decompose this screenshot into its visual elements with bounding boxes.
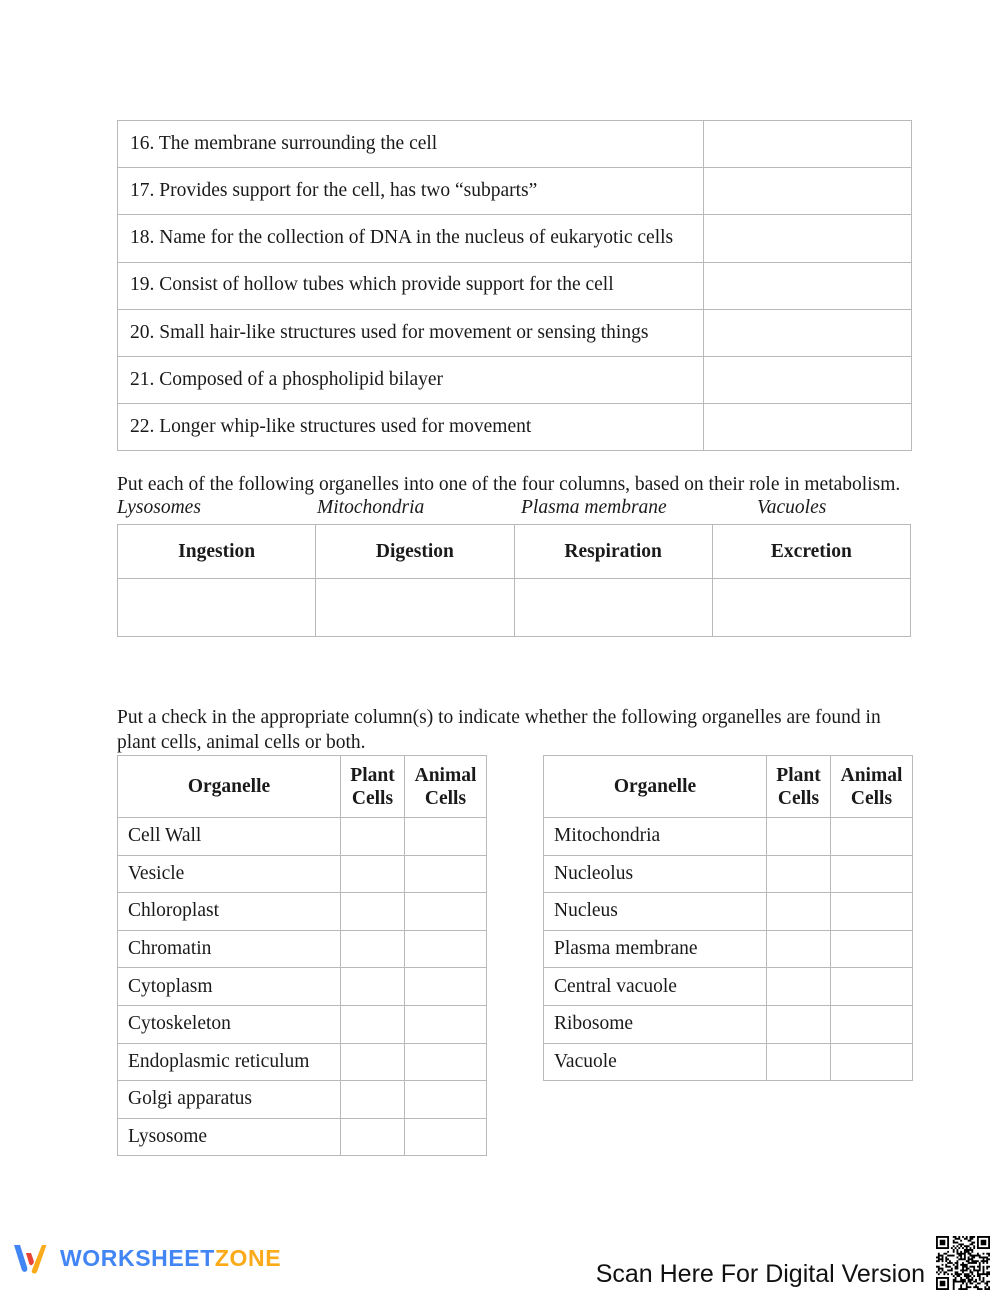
word-bank-item-0: Lysosomes bbox=[117, 497, 201, 518]
header-plant-cells-left bbox=[341, 756, 405, 818]
organelle-name-cell: Cytoplasm bbox=[118, 968, 341, 1006]
definition-prompt: 20. Small hair-like structures used for movement or sensing things bbox=[118, 309, 704, 356]
organelle-name-cell: Plasma membrane bbox=[544, 930, 767, 968]
plant-cells-checkbox-cell[interactable] bbox=[767, 855, 831, 893]
plant-cells-checkbox-cell[interactable] bbox=[341, 893, 405, 931]
definition-answer-cell[interactable] bbox=[704, 121, 912, 168]
plant-cells-checkbox-cell[interactable] bbox=[341, 1118, 405, 1156]
definitions-table bbox=[117, 120, 912, 451]
organelle-name-cell: Ribosome bbox=[544, 1005, 767, 1043]
plant-animal-table-right bbox=[543, 755, 913, 1081]
table-row bbox=[118, 168, 912, 215]
animal-cells-checkbox-cell[interactable] bbox=[405, 968, 487, 1006]
animal-cells-checkbox-cell[interactable] bbox=[831, 893, 913, 931]
definition-answer-cell[interactable] bbox=[704, 404, 912, 451]
organelle-name-cell: Nucleus bbox=[544, 893, 767, 931]
plant-cells-checkbox-cell[interactable] bbox=[767, 1005, 831, 1043]
table-row bbox=[544, 818, 913, 856]
definitions-table-body bbox=[118, 121, 912, 451]
table-row bbox=[118, 1043, 487, 1081]
table-row bbox=[118, 309, 912, 356]
organelle-name-cell: Nucleolus bbox=[544, 855, 767, 893]
plant-cells-checkbox-cell[interactable] bbox=[767, 1043, 831, 1081]
plant-cells-checkbox-cell[interactable] bbox=[767, 930, 831, 968]
metabolism-header-respiration: Respiration bbox=[514, 525, 712, 579]
animal-cells-checkbox-cell[interactable] bbox=[405, 1043, 487, 1081]
plant-cells-checkbox-cell[interactable] bbox=[767, 968, 831, 1006]
metabolism-answer-row bbox=[118, 579, 911, 637]
metabolism-answer-cell-excretion[interactable] bbox=[712, 579, 910, 637]
metabolism-word-bank bbox=[117, 497, 917, 521]
plant-cells-checkbox-cell[interactable] bbox=[341, 855, 405, 893]
header-animal-line1: Animal bbox=[840, 764, 903, 786]
metabolism-instruction: Put each of the following organelles into one of the four columns, based on their role in metabolism. bbox=[117, 474, 901, 495]
header-organelle-left: Organelle bbox=[118, 756, 341, 818]
header-organelle-right: Organelle bbox=[544, 756, 767, 818]
plant-cells-checkbox-cell[interactable] bbox=[767, 893, 831, 931]
organelle-name-cell: Central vacuole bbox=[544, 968, 767, 1006]
table-row bbox=[118, 893, 487, 931]
table-row bbox=[118, 262, 912, 309]
table-row bbox=[118, 968, 487, 1006]
organelle-name-cell: Endoplasmic reticulum bbox=[118, 1043, 341, 1081]
metabolism-table-head bbox=[118, 525, 911, 579]
definition-prompt: 17. Provides support for the cell, has two “subparts” bbox=[118, 168, 704, 215]
table-row bbox=[544, 1043, 913, 1081]
plant-cells-checkbox-cell[interactable] bbox=[341, 930, 405, 968]
header-plant-line1: Plant bbox=[350, 764, 395, 786]
animal-cells-checkbox-cell[interactable] bbox=[831, 1043, 913, 1081]
animal-cells-checkbox-cell[interactable] bbox=[405, 1005, 487, 1043]
header-animal-cells-left bbox=[405, 756, 487, 818]
word-bank-item-2: Plasma membrane bbox=[521, 497, 667, 518]
definition-answer-cell[interactable] bbox=[704, 356, 912, 403]
organelle-name-cell: Lysosome bbox=[118, 1118, 341, 1156]
metabolism-table-body bbox=[118, 579, 911, 637]
brand-wordmark bbox=[60, 1245, 281, 1272]
header-animal-line2: Cells bbox=[424, 787, 467, 809]
definition-prompt: 18. Name for the collection of DNA in the nucleus of eukaryotic cells bbox=[118, 215, 704, 262]
definition-prompt: 22. Longer whip-like structures used for movement bbox=[118, 404, 704, 451]
metabolism-answer-cell-ingestion[interactable] bbox=[118, 579, 316, 637]
header-plant-line1: Plant bbox=[776, 764, 821, 786]
animal-cells-checkbox-cell[interactable] bbox=[405, 818, 487, 856]
animal-cells-checkbox-cell[interactable] bbox=[405, 1118, 487, 1156]
definition-prompt: 16. The membrane surrounding the cell bbox=[118, 121, 704, 168]
word-bank-item-1: Mitochondria bbox=[317, 497, 425, 518]
worksheet-zone-mark-icon bbox=[12, 1242, 50, 1274]
metabolism-header-excretion: Excretion bbox=[712, 525, 910, 579]
qr-code-icon bbox=[936, 1236, 990, 1290]
definition-answer-cell[interactable] bbox=[704, 215, 912, 262]
word-bank-item-3: Vacuoles bbox=[757, 497, 827, 518]
plant-animal-left-head bbox=[118, 756, 487, 818]
definition-answer-cell[interactable] bbox=[704, 309, 912, 356]
animal-cells-checkbox-cell[interactable] bbox=[405, 893, 487, 931]
plant-animal-right-header-row bbox=[544, 756, 913, 818]
organelle-name-cell: Chloroplast bbox=[118, 893, 341, 931]
plant-animal-instruction: Put a check in the appropriate column(s) to indicate whether the following organelles are found in plant cells, animal cells or both. bbox=[117, 707, 881, 754]
table-row bbox=[118, 1081, 487, 1119]
plant-animal-left-body bbox=[118, 818, 487, 1156]
plant-animal-table-left bbox=[117, 755, 487, 1156]
definition-answer-cell[interactable] bbox=[704, 168, 912, 215]
organelle-name-cell: Mitochondria bbox=[544, 818, 767, 856]
header-animal-line2: Cells bbox=[850, 787, 893, 809]
definition-prompt: 19. Consist of hollow tubes which provide support for the cell bbox=[118, 262, 704, 309]
plant-cells-checkbox-cell[interactable] bbox=[341, 818, 405, 856]
table-row bbox=[544, 855, 913, 893]
page-footer bbox=[0, 1228, 1000, 1294]
worksheet-zone-logo[interactable] bbox=[12, 1242, 281, 1274]
plant-cells-checkbox-cell[interactable] bbox=[341, 1005, 405, 1043]
metabolism-header-row bbox=[118, 525, 911, 579]
table-row bbox=[118, 1118, 487, 1156]
table-row bbox=[544, 930, 913, 968]
table-row bbox=[544, 1005, 913, 1043]
organelle-name-cell: Cytoskeleton bbox=[118, 1005, 341, 1043]
metabolism-header-digestion: Digestion bbox=[316, 525, 514, 579]
organelle-name-cell: Chromatin bbox=[118, 930, 341, 968]
plant-cells-checkbox-cell[interactable] bbox=[767, 818, 831, 856]
animal-cells-checkbox-cell[interactable] bbox=[405, 855, 487, 893]
plant-cells-checkbox-cell[interactable] bbox=[341, 1043, 405, 1081]
table-row bbox=[118, 1005, 487, 1043]
table-row bbox=[544, 893, 913, 931]
table-row bbox=[118, 818, 487, 856]
definition-prompt: 21. Composed of a phospholipid bilayer bbox=[118, 356, 704, 403]
plant-animal-right-head bbox=[544, 756, 913, 818]
organelle-name-cell: Vesicle bbox=[118, 855, 341, 893]
table-row bbox=[118, 404, 912, 451]
animal-cells-checkbox-cell[interactable] bbox=[405, 1081, 487, 1119]
plant-cells-checkbox-cell[interactable] bbox=[341, 1081, 405, 1119]
animal-cells-checkbox-cell[interactable] bbox=[831, 968, 913, 1006]
organelle-name-cell: Golgi apparatus bbox=[118, 1081, 341, 1119]
metabolism-answer-cell-digestion[interactable] bbox=[316, 579, 514, 637]
table-row bbox=[118, 855, 487, 893]
header-animal-cells-right bbox=[831, 756, 913, 818]
metabolism-table bbox=[117, 524, 911, 637]
animal-cells-checkbox-cell[interactable] bbox=[831, 855, 913, 893]
brand-worksheet-text: WORKSHEET bbox=[60, 1244, 215, 1271]
brand-zone-text: ZONE bbox=[214, 1244, 282, 1271]
header-plant-line2: Cells bbox=[777, 787, 820, 809]
header-animal-line1: Animal bbox=[414, 764, 477, 786]
animal-cells-checkbox-cell[interactable] bbox=[831, 930, 913, 968]
header-plant-line2: Cells bbox=[351, 787, 394, 809]
table-row bbox=[118, 215, 912, 262]
organelle-name-cell: Cell Wall bbox=[118, 818, 341, 856]
plant-cells-checkbox-cell[interactable] bbox=[341, 968, 405, 1006]
table-row bbox=[544, 968, 913, 1006]
table-row bbox=[118, 121, 912, 168]
qr-code[interactable] bbox=[932, 1232, 994, 1294]
scan-here-label: Scan Here For Digital Version bbox=[595, 1260, 925, 1288]
header-plant-cells-right bbox=[767, 756, 831, 818]
animal-cells-checkbox-cell[interactable] bbox=[831, 818, 913, 856]
table-row bbox=[118, 930, 487, 968]
metabolism-header-ingestion: Ingestion bbox=[118, 525, 316, 579]
animal-cells-checkbox-cell[interactable] bbox=[405, 930, 487, 968]
animal-cells-checkbox-cell[interactable] bbox=[831, 1005, 913, 1043]
plant-animal-right-body bbox=[544, 818, 913, 1081]
table-row bbox=[118, 356, 912, 403]
organelle-name-cell: Vacuole bbox=[544, 1043, 767, 1081]
definition-answer-cell[interactable] bbox=[704, 262, 912, 309]
metabolism-answer-cell-respiration[interactable] bbox=[514, 579, 712, 637]
plant-animal-left-header-row bbox=[118, 756, 487, 818]
